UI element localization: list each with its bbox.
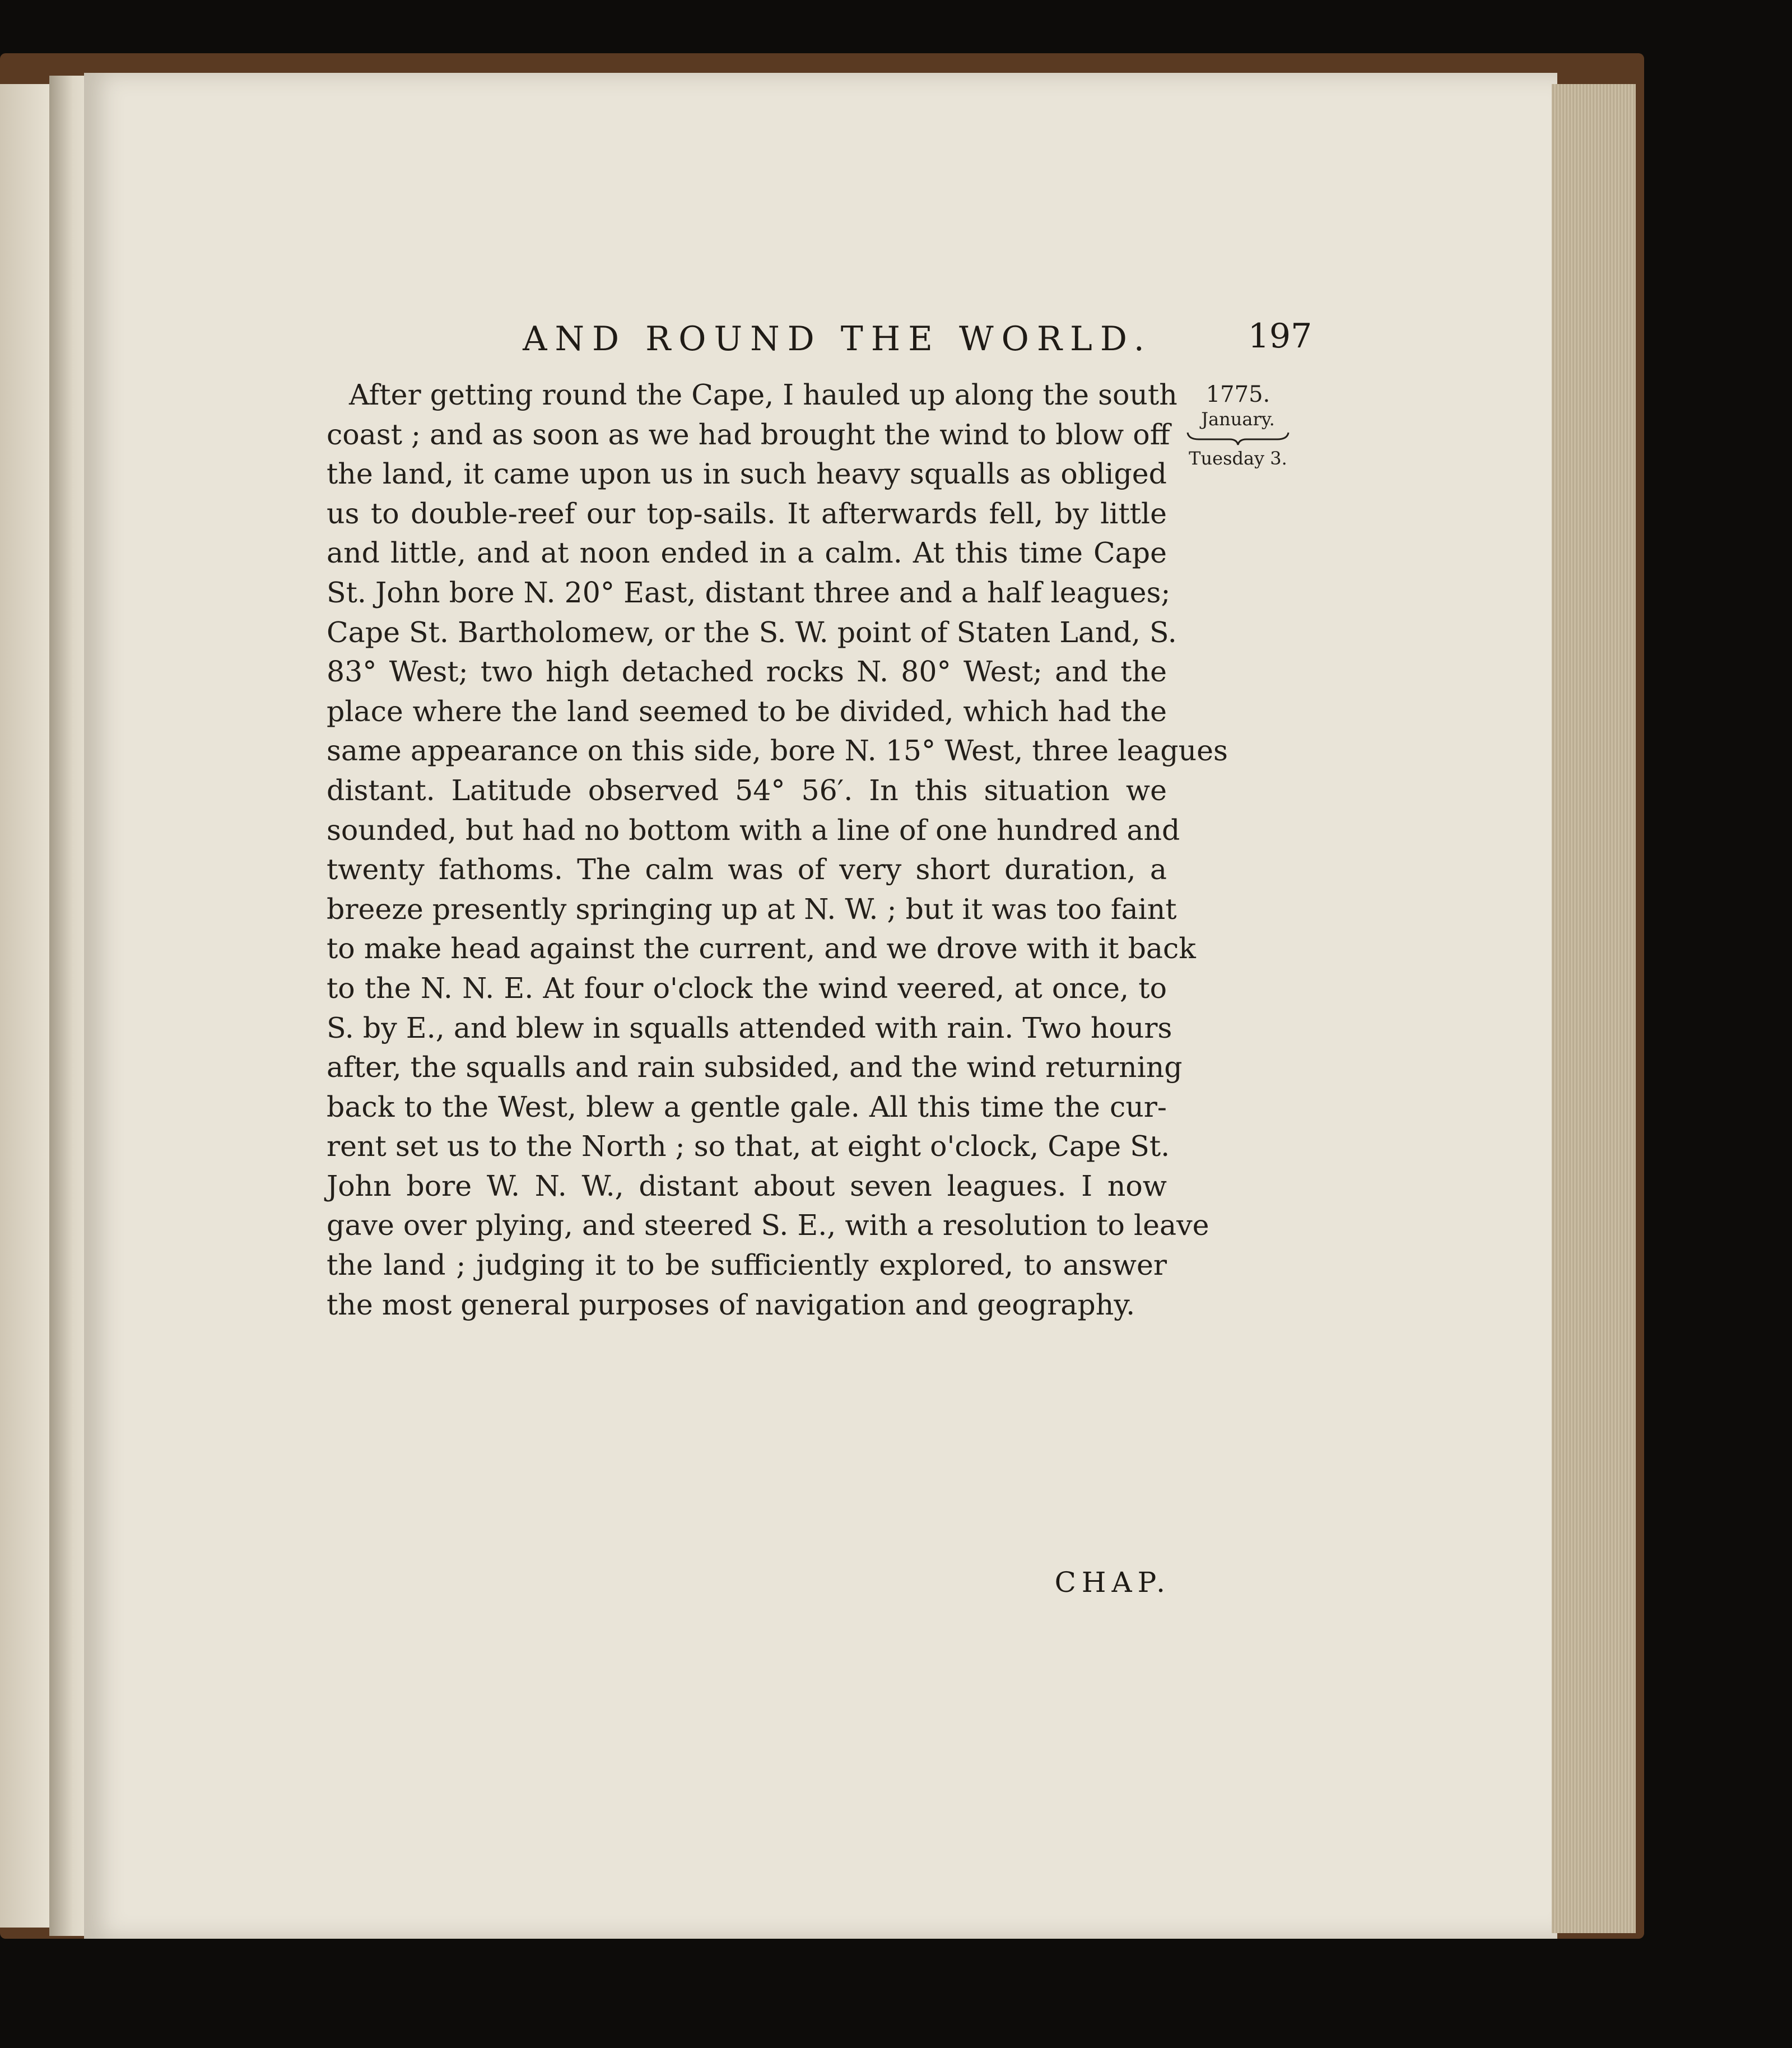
text-line: John bore W. N. W., distant about seven leagues. I now — [327, 1169, 1167, 1202]
gutter — [49, 76, 89, 1936]
text-line: to make head against the current, and we drove with it back — [327, 932, 1196, 965]
text-line: twenty fathoms. The calm was of very short duration, a — [327, 853, 1167, 886]
marginal-year: 1775. — [1205, 382, 1270, 407]
text-line: the most general purposes of navigation and geography. — [327, 1288, 1135, 1321]
running-title: AND ROUND THE WORLD. — [523, 319, 1152, 359]
text-line: place where the land seemed to be divided, which had the — [327, 694, 1167, 728]
brace-icon — [1176, 430, 1300, 447]
catchword: CHAP. — [1054, 1566, 1171, 1599]
marginal-month: January. — [1201, 408, 1275, 430]
text-line: after, the squalls and rain subsided, and the wind returning — [327, 1051, 1183, 1084]
text-line: coast ; and as soon as we had brought the wind to blow off — [327, 417, 1170, 451]
marginal-date-note — [1176, 381, 1300, 470]
text-line: and little, and at noon ended in a calm. At this time Cape — [327, 536, 1167, 570]
marginal-day: Tuesday 3. — [1189, 448, 1287, 469]
text-line: sounded, but had no bottom with a line of one hundred and — [327, 813, 1180, 847]
page-fore-edge — [1552, 84, 1636, 1933]
body-paragraph — [327, 375, 1228, 1325]
text-line: distant. Latitude observed 54° 56′. In this situation we — [327, 773, 1167, 807]
left-page-edge — [0, 84, 53, 1928]
text-line: the land ; judging it to be sufficiently explored, to answer — [327, 1248, 1167, 1282]
text-line: 83° West; two high detached rocks N. 80° West; and the — [327, 655, 1167, 689]
text-line: the land, it came upon us in such heavy squalls as obliged — [327, 457, 1167, 491]
text-line: same appearance on this side, bore N. 15° West, three leagues — [327, 734, 1228, 768]
text-line: rent set us to the North ; so that, at eight o'clock, Cape St. — [327, 1130, 1170, 1163]
page-number: 197 — [1248, 317, 1312, 356]
text-line: Cape St. Bartholomew, or the S. W. point of Staten Land, S. — [327, 615, 1177, 649]
text-line: breeze presently springing up at N. W. ; but it was too faint — [327, 892, 1177, 926]
text-line: back to the West, blew a gentle gale. All this time the cur- — [327, 1090, 1167, 1123]
text-line: us to double-reef our top-sails. It afterwards fell, by little — [327, 496, 1167, 530]
text-line: gave over plying, and steered S. E., with a resolution to leave — [327, 1209, 1209, 1242]
text-line: S. by E., and blew in squalls attended with rain. Two hours — [327, 1011, 1172, 1044]
text-line: to the N. N. E. At four o'clock the wind veered, at once, to — [327, 971, 1167, 1005]
text-line: St. John bore N. 20° East, distant three and a half leagues; — [327, 575, 1171, 609]
text-line: After getting round the Cape, I hauled up along the south — [349, 378, 1177, 411]
